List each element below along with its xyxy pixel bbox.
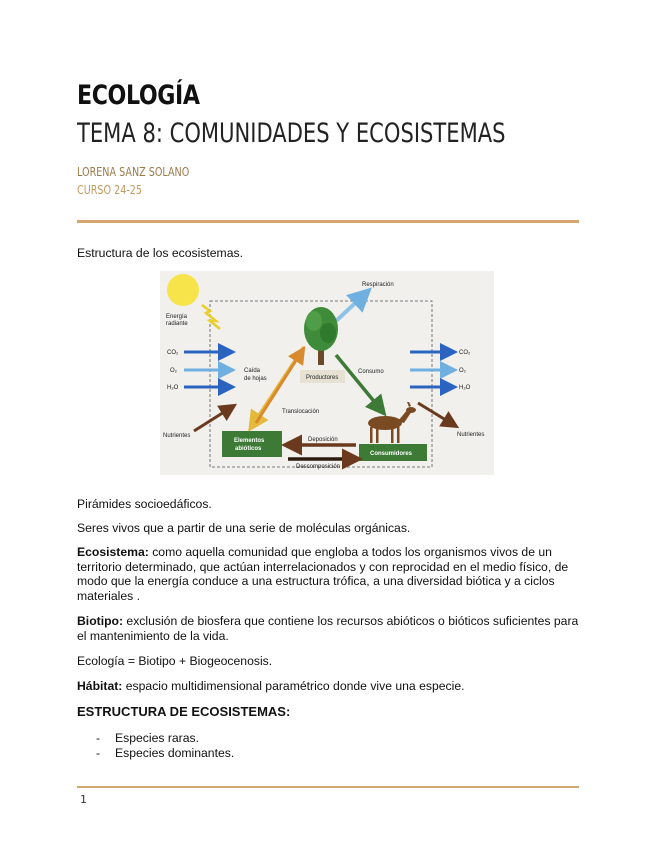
section-heading: ESTRUCTURA DE ECOSISTEMAS: xyxy=(77,704,291,719)
list-item xyxy=(96,746,234,761)
paragraph-piramides: Pirámides socioedáficos. xyxy=(77,497,212,511)
nutrients-output-arrow xyxy=(418,403,454,425)
paragraph-habitat xyxy=(77,679,582,694)
paragraph-biotipo xyxy=(77,614,582,643)
footer-divider xyxy=(77,786,579,788)
label-h2o-out: H₂O xyxy=(459,385,471,391)
label-radiante: radiante xyxy=(166,321,188,327)
label-consumidores: Consumidores xyxy=(370,451,413,457)
paragraph-ecosistema xyxy=(77,545,582,603)
document-title: ECOLOGÍA xyxy=(77,80,200,111)
bullet-dash: - xyxy=(96,745,101,760)
course-label: CURSO 24-25 xyxy=(77,183,142,197)
label-co2-in: CO₂ xyxy=(167,350,179,356)
page-number: 1 xyxy=(80,793,87,806)
paragraph-seres: Seres vivos que a partir de una serie de moléculas orgánicas. xyxy=(77,521,411,535)
label-abioticos: abióticos xyxy=(235,446,262,452)
label-respiracion: Respiración xyxy=(362,282,394,288)
ecosystem-diagram xyxy=(160,271,494,475)
label-caida: Caída xyxy=(244,368,261,374)
section-label: Estructura de los ecosistemas. xyxy=(77,246,243,260)
term-ecosistema: Ecosistema: xyxy=(77,545,149,559)
label-energia: Energía xyxy=(166,314,188,320)
label-deposicion: Deposición xyxy=(308,437,338,443)
label-consumo: Consumo xyxy=(358,369,384,375)
label-de-hojas: de hojas xyxy=(244,376,267,382)
header-divider xyxy=(77,220,579,223)
label-nutrientes-right: Nutrientes xyxy=(457,432,485,438)
def-biotipo: exclusión de biosfera que contiene los recursos abióticos o bióticos suficientes para el mantenimiento de la vida. xyxy=(77,614,579,643)
label-productores: Productores xyxy=(306,375,339,381)
label-o2-in: O₂ xyxy=(170,368,177,374)
label-h2o-in: H₂O xyxy=(167,385,179,391)
sun-icon xyxy=(167,274,199,306)
nutrients-input-arrow xyxy=(194,407,232,431)
species-list xyxy=(96,731,234,760)
label-co2-out: CO₂ xyxy=(459,350,471,356)
label-translocacion: Translocación xyxy=(282,409,320,415)
term-biotipo: Biotipo: xyxy=(77,614,124,628)
list-item xyxy=(96,731,234,746)
document-subtitle: TEMA 8: COMUNIDADES Y ECOSISTEMAS xyxy=(77,118,506,149)
label-descomposicion: Descomposición xyxy=(296,464,341,470)
author-name: LORENA SANZ SOLANO xyxy=(77,165,190,179)
label-nutrientes-left: Nutrientes xyxy=(163,433,191,439)
energy-bolt-icon xyxy=(202,305,220,329)
term-habitat: Hábitat: xyxy=(77,679,123,693)
list-item-text: Especies dominantes. xyxy=(115,745,235,760)
deer-icon xyxy=(368,402,416,443)
list-item-text: Especies raras. xyxy=(115,731,199,745)
elementos-abioticos-box xyxy=(222,431,282,457)
def-ecosistema: como aquella comunidad que engloba a todos los organismos vivos de un territorio determinado, que actúan interrelacionados y con reprocidad en el medio físico, de modo que la energía conduce a una estructura trófica, a una diversidad biótica y a ciclos materiales . xyxy=(77,545,569,603)
bullet-dash: - xyxy=(96,731,101,745)
label-elementos: Elementos xyxy=(234,438,265,444)
def-habitat: espacio multidimensional paramétrico donde vive una especie. xyxy=(122,679,465,693)
label-o2-out: O₂ xyxy=(459,368,466,374)
respiration-arrow xyxy=(336,293,366,321)
paragraph-ecologia-equation: Ecología = Biotipo + Biogeocenosis. xyxy=(77,654,273,668)
